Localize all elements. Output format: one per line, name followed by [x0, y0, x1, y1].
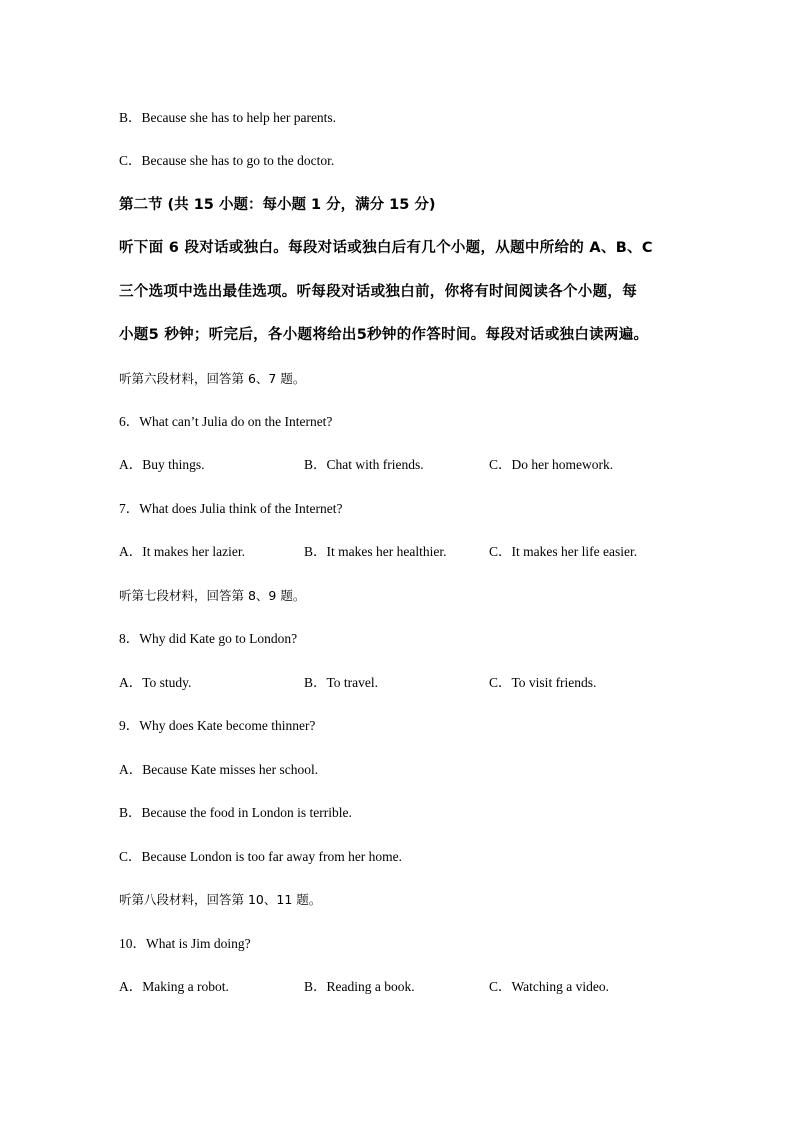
option-a: A．Buy things. — [119, 457, 205, 472]
option-a: A．It makes her lazier. — [119, 544, 245, 559]
question-9: 9．Why does Kate become thinner? — [119, 718, 316, 733]
question-9-option-a: A．Because Kate misses her school. — [119, 762, 319, 777]
question-9-option-b: B．Because the food in London is terrible. — [119, 805, 352, 820]
question-10: 10．What is Jim doing? — [119, 936, 251, 951]
question-7: 7．What does Julia think of the Internet? — [119, 501, 343, 516]
question-7-options — [119, 543, 679, 561]
option-c: C．It makes her life easier. — [489, 544, 638, 559]
option-b: B．Reading a book. — [304, 979, 415, 994]
option-b: B．To travel. — [304, 675, 379, 690]
material-7-heading: 听第七段材料，回答第 8、9 题。 — [119, 588, 306, 603]
option-a: A．To study. — [119, 675, 192, 690]
material-8-heading: 听第八段材料，回答第 10、11 题。 — [119, 892, 322, 907]
option-c: C．Do her homework. — [489, 457, 614, 472]
material-6-heading: 听第六段材料，回答第 6、7 题。 — [119, 371, 306, 386]
question-8-options — [119, 674, 679, 692]
option-b: B．Chat with friends. — [304, 457, 424, 472]
option-a: A．Making a robot. — [119, 979, 229, 994]
question-6: 6．What can’t Julia do on the Internet? — [119, 414, 333, 429]
section-title: 第二节 (共 15 小题：每小题 1 分，满分 15 分) — [119, 197, 436, 213]
instruction-line-1: 听下面 6 段对话或独白。每段对话或独白后有几个小题，从题中所给的 A、B、C — [119, 240, 653, 256]
q5-option-b: B．Because she has to help her parents. — [119, 110, 337, 125]
instruction-line-3: 小题5 秒钟；听完后，各小题将给出5秒钟的作答时间。每段对话或独白读两遍。 — [119, 327, 649, 343]
instruction-line-2: 三个选项中选出最佳选项。听每段对话或独白前，你将有时间阅读各个小题，每 — [119, 284, 637, 300]
question-6-options — [119, 456, 679, 474]
option-c: C．To visit friends. — [489, 675, 597, 690]
option-b: B．It makes her healthier. — [304, 544, 447, 559]
q5-option-c: C．Because she has to go to the doctor. — [119, 153, 335, 168]
question-8: 8．Why did Kate go to London? — [119, 631, 298, 646]
question-9-option-c: C．Because London is too far away from her home. — [119, 849, 403, 864]
option-c: C．Watching a video. — [489, 979, 610, 994]
question-10-options — [119, 978, 679, 996]
